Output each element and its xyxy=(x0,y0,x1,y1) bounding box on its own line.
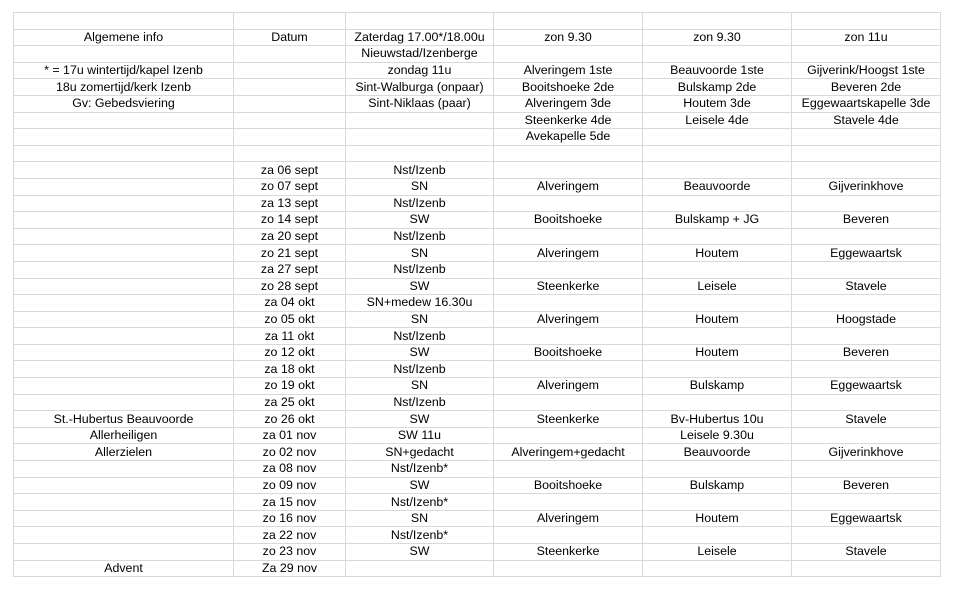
date-cell xyxy=(234,13,346,30)
saturday-cell: SN xyxy=(346,311,494,328)
sunday-930-b-cell xyxy=(643,129,792,146)
saturday-cell xyxy=(346,145,494,162)
saturday-cell: Nst/Izenb xyxy=(346,162,494,179)
date-cell: zo 02 nov xyxy=(234,444,346,461)
table-row xyxy=(14,295,941,312)
sunday-11-cell xyxy=(792,145,941,162)
info-cell xyxy=(14,527,234,544)
saturday-cell: Sint-Niklaas (paar) xyxy=(346,95,494,112)
sunday-11-cell xyxy=(792,261,941,278)
info-cell xyxy=(14,461,234,478)
sunday-930-b-cell: Houtem 3de xyxy=(643,95,792,112)
sunday-930-b-cell: Leisele 9.30u xyxy=(643,427,792,444)
table-row xyxy=(14,129,941,146)
sunday-11-cell: zon 11u xyxy=(792,29,941,46)
info-cell: Algemene info xyxy=(14,29,234,46)
date-cell: za 01 nov xyxy=(234,427,346,444)
table-row xyxy=(14,79,941,96)
sunday-930-a-cell: Avekapelle 5de xyxy=(494,129,643,146)
date-cell: zo 09 nov xyxy=(234,477,346,494)
info-cell: St.-Hubertus Beauvoorde xyxy=(14,411,234,428)
saturday-cell: Nst/Izenb xyxy=(346,228,494,245)
table-row xyxy=(14,212,941,229)
info-cell xyxy=(14,544,234,561)
table-row xyxy=(14,461,941,478)
date-cell: za 06 sept xyxy=(234,162,346,179)
date-cell xyxy=(234,62,346,79)
sunday-930-b-cell xyxy=(643,560,792,577)
sunday-930-b-cell: Leisele xyxy=(643,278,792,295)
date-cell: za 13 sept xyxy=(234,195,346,212)
table-row xyxy=(14,560,941,577)
sunday-11-cell xyxy=(792,328,941,345)
sunday-11-cell: Eggewaartsk xyxy=(792,510,941,527)
date-cell: za 04 okt xyxy=(234,295,346,312)
sunday-11-cell xyxy=(792,228,941,245)
date-cell: zo 23 nov xyxy=(234,544,346,561)
sunday-930-b-cell: Bulskamp 2de xyxy=(643,79,792,96)
date-cell: Za 29 nov xyxy=(234,560,346,577)
table-row xyxy=(14,378,941,395)
saturday-cell: SW 11u xyxy=(346,427,494,444)
sunday-930-a-cell: Alveringem xyxy=(494,178,643,195)
sunday-930-b-cell xyxy=(643,261,792,278)
saturday-cell: SW xyxy=(346,344,494,361)
table-row xyxy=(14,162,941,179)
info-cell xyxy=(14,212,234,229)
sunday-930-b-cell xyxy=(643,494,792,511)
date-cell: zo 16 nov xyxy=(234,510,346,527)
sunday-930-b-cell xyxy=(643,295,792,312)
sunday-930-a-cell: Booitshoeke xyxy=(494,344,643,361)
sunday-930-a-cell: zon 9.30 xyxy=(494,29,643,46)
date-cell: zo 05 okt xyxy=(234,311,346,328)
saturday-cell: SN+medew 16.30u xyxy=(346,295,494,312)
sunday-930-b-cell xyxy=(643,46,792,63)
date-cell: za 22 nov xyxy=(234,527,346,544)
sunday-930-b-cell xyxy=(643,13,792,30)
table-row xyxy=(14,29,941,46)
table-row xyxy=(14,178,941,195)
info-cell xyxy=(14,46,234,63)
schedule-body xyxy=(14,13,941,577)
date-cell: za 27 sept xyxy=(234,261,346,278)
info-cell xyxy=(14,13,234,30)
saturday-cell: SN xyxy=(346,178,494,195)
date-cell: za 20 sept xyxy=(234,228,346,245)
saturday-cell: Sint-Walburga (onpaar) xyxy=(346,79,494,96)
saturday-cell: SW xyxy=(346,212,494,229)
schedule-table xyxy=(13,12,941,577)
saturday-cell: SW xyxy=(346,411,494,428)
date-cell: zo 28 sept xyxy=(234,278,346,295)
sunday-930-a-cell xyxy=(494,13,643,30)
sunday-930-a-cell xyxy=(494,295,643,312)
saturday-cell: SN xyxy=(346,245,494,262)
saturday-cell: Nieuwstad/Izenberge xyxy=(346,46,494,63)
sunday-930-b-cell xyxy=(643,328,792,345)
info-cell xyxy=(14,112,234,129)
info-cell xyxy=(14,145,234,162)
info-cell xyxy=(14,494,234,511)
sunday-930-a-cell: Alveringem 1ste xyxy=(494,62,643,79)
sunday-11-cell: Stavele xyxy=(792,411,941,428)
date-cell xyxy=(234,145,346,162)
sunday-930-b-cell xyxy=(643,361,792,378)
table-row xyxy=(14,46,941,63)
table-row xyxy=(14,411,941,428)
sunday-930-a-cell xyxy=(494,162,643,179)
sunday-930-a-cell: Steenkerke xyxy=(494,411,643,428)
sunday-930-b-cell: Houtem xyxy=(643,311,792,328)
sunday-930-a-cell: Booitshoeke xyxy=(494,212,643,229)
saturday-cell xyxy=(346,112,494,129)
date-cell: zo 12 okt xyxy=(234,344,346,361)
sunday-930-a-cell: Steenkerke 4de xyxy=(494,112,643,129)
sunday-930-a-cell: Alveringem 3de xyxy=(494,95,643,112)
sunday-11-cell xyxy=(792,195,941,212)
sunday-11-cell xyxy=(792,527,941,544)
table-row xyxy=(14,195,941,212)
info-cell xyxy=(14,278,234,295)
sunday-930-a-cell: Booitshoeke xyxy=(494,477,643,494)
sunday-11-cell: Beveren xyxy=(792,344,941,361)
table-row xyxy=(14,427,941,444)
info-cell xyxy=(14,261,234,278)
info-cell xyxy=(14,477,234,494)
sunday-930-b-cell: Beauvoorde 1ste xyxy=(643,62,792,79)
date-cell: za 11 okt xyxy=(234,328,346,345)
table-row xyxy=(14,112,941,129)
sunday-11-cell: Gijverinkhove xyxy=(792,444,941,461)
sunday-11-cell: Gijverink/Hoogst 1ste xyxy=(792,62,941,79)
table-row xyxy=(14,145,941,162)
sunday-930-a-cell xyxy=(494,328,643,345)
sunday-11-cell xyxy=(792,129,941,146)
table-row xyxy=(14,444,941,461)
table-row xyxy=(14,95,941,112)
date-cell xyxy=(234,129,346,146)
date-cell: za 18 okt xyxy=(234,361,346,378)
sunday-930-b-cell: Houtem xyxy=(643,245,792,262)
date-cell: zo 07 sept xyxy=(234,178,346,195)
info-cell xyxy=(14,162,234,179)
saturday-cell: SW xyxy=(346,544,494,561)
sunday-930-a-cell xyxy=(494,361,643,378)
date-cell xyxy=(234,79,346,96)
info-cell xyxy=(14,311,234,328)
sunday-930-b-cell: Leisele xyxy=(643,544,792,561)
sunday-11-cell: Beveren xyxy=(792,212,941,229)
sunday-11-cell xyxy=(792,13,941,30)
sunday-930-a-cell: Booitshoeke 2de xyxy=(494,79,643,96)
sunday-11-cell: Beveren 2de xyxy=(792,79,941,96)
table-row xyxy=(14,544,941,561)
sunday-930-a-cell: Steenkerke xyxy=(494,278,643,295)
sunday-930-b-cell xyxy=(643,145,792,162)
sunday-930-b-cell xyxy=(643,394,792,411)
info-cell xyxy=(14,328,234,345)
saturday-cell: Nst/Izenb* xyxy=(346,527,494,544)
sunday-930-b-cell xyxy=(643,228,792,245)
saturday-cell xyxy=(346,13,494,30)
saturday-cell: zondag 11u xyxy=(346,62,494,79)
sunday-930-b-cell: Houtem xyxy=(643,510,792,527)
sunday-11-cell: Stavele xyxy=(792,544,941,561)
saturday-cell: SN xyxy=(346,510,494,527)
sunday-11-cell: Eggewaartsk xyxy=(792,378,941,395)
saturday-cell: Nst/Izenb xyxy=(346,261,494,278)
info-cell xyxy=(14,295,234,312)
sunday-930-b-cell xyxy=(643,461,792,478)
date-cell: zo 21 sept xyxy=(234,245,346,262)
table-row xyxy=(14,328,941,345)
table-row xyxy=(14,527,941,544)
date-cell: za 15 nov xyxy=(234,494,346,511)
date-cell xyxy=(234,46,346,63)
date-cell: za 08 nov xyxy=(234,461,346,478)
saturday-cell: Nst/Izenb xyxy=(346,328,494,345)
sunday-930-a-cell xyxy=(494,494,643,511)
sunday-930-b-cell: Bv-Hubertus 10u xyxy=(643,411,792,428)
sunday-11-cell: Beveren xyxy=(792,477,941,494)
info-cell: * = 17u wintertijd/kapel Izenb xyxy=(14,62,234,79)
sunday-930-a-cell: Alveringem xyxy=(494,378,643,395)
info-cell: Allerzielen xyxy=(14,444,234,461)
saturday-cell xyxy=(346,560,494,577)
sunday-930-a-cell: Alveringem xyxy=(494,510,643,527)
saturday-cell: SW xyxy=(346,477,494,494)
sunday-930-a-cell xyxy=(494,261,643,278)
date-cell xyxy=(234,95,346,112)
info-cell xyxy=(14,361,234,378)
sunday-930-b-cell: Bulskamp xyxy=(643,477,792,494)
table-row xyxy=(14,311,941,328)
info-cell: Gv: Gebedsviering xyxy=(14,95,234,112)
date-cell: zo 14 sept xyxy=(234,212,346,229)
info-cell xyxy=(14,195,234,212)
table-row xyxy=(14,13,941,30)
sunday-11-cell: Eggewaartsk xyxy=(792,245,941,262)
sunday-930-a-cell xyxy=(494,560,643,577)
info-cell: Allerheiligen xyxy=(14,427,234,444)
sunday-930-b-cell xyxy=(643,162,792,179)
sunday-930-a-cell xyxy=(494,145,643,162)
sunday-930-b-cell: Houtem xyxy=(643,344,792,361)
sunday-930-b-cell: Beauvoorde xyxy=(643,444,792,461)
sunday-11-cell: Gijverinkhove xyxy=(792,178,941,195)
sunday-930-a-cell: Steenkerke xyxy=(494,544,643,561)
date-cell: za 25 okt xyxy=(234,394,346,411)
sunday-930-b-cell: Bulskamp xyxy=(643,378,792,395)
info-cell xyxy=(14,129,234,146)
sunday-930-b-cell: Bulskamp + JG xyxy=(643,212,792,229)
saturday-cell: Nst/Izenb* xyxy=(346,461,494,478)
info-cell xyxy=(14,394,234,411)
table-row xyxy=(14,261,941,278)
saturday-cell: Zaterdag 17.00*/18.00u xyxy=(346,29,494,46)
sunday-11-cell xyxy=(792,560,941,577)
saturday-cell: Nst/Izenb xyxy=(346,195,494,212)
sunday-930-b-cell xyxy=(643,195,792,212)
saturday-cell: SN xyxy=(346,378,494,395)
date-cell: Datum xyxy=(234,29,346,46)
sunday-930-b-cell xyxy=(643,527,792,544)
saturday-cell: Nst/Izenb xyxy=(346,361,494,378)
info-cell xyxy=(14,510,234,527)
sunday-930-a-cell: Alveringem+gedacht xyxy=(494,444,643,461)
info-cell xyxy=(14,344,234,361)
table-row xyxy=(14,510,941,527)
sunday-930-a-cell: Alveringem xyxy=(494,245,643,262)
sunday-11-cell xyxy=(792,427,941,444)
info-cell xyxy=(14,378,234,395)
sunday-930-b-cell: Beauvoorde xyxy=(643,178,792,195)
table-row xyxy=(14,494,941,511)
table-row xyxy=(14,278,941,295)
table-row xyxy=(14,344,941,361)
sunday-930-b-cell: zon 9.30 xyxy=(643,29,792,46)
date-cell: zo 19 okt xyxy=(234,378,346,395)
saturday-cell: Nst/Izenb* xyxy=(346,494,494,511)
table-row xyxy=(14,394,941,411)
info-cell xyxy=(14,228,234,245)
info-cell: 18u zomertijd/kerk Izenb xyxy=(14,79,234,96)
sunday-11-cell: Hoogstade xyxy=(792,311,941,328)
date-cell: zo 26 okt xyxy=(234,411,346,428)
saturday-cell xyxy=(346,129,494,146)
sunday-930-a-cell xyxy=(494,461,643,478)
sunday-930-a-cell xyxy=(494,394,643,411)
saturday-cell: SW xyxy=(346,278,494,295)
sunday-930-a-cell xyxy=(494,46,643,63)
sunday-930-a-cell xyxy=(494,527,643,544)
info-cell xyxy=(14,245,234,262)
sunday-930-a-cell xyxy=(494,228,643,245)
sunday-930-a-cell xyxy=(494,195,643,212)
table-row xyxy=(14,62,941,79)
saturday-cell: SN+gedacht xyxy=(346,444,494,461)
sunday-11-cell: Stavele 4de xyxy=(792,112,941,129)
sunday-11-cell: Eggewaartskapelle 3de xyxy=(792,95,941,112)
date-cell xyxy=(234,112,346,129)
sunday-11-cell xyxy=(792,361,941,378)
sunday-930-a-cell: Alveringem xyxy=(494,311,643,328)
table-row xyxy=(14,361,941,378)
sunday-11-cell xyxy=(792,394,941,411)
table-row xyxy=(14,477,941,494)
sunday-11-cell xyxy=(792,46,941,63)
sunday-11-cell: Stavele xyxy=(792,278,941,295)
sunday-11-cell xyxy=(792,295,941,312)
table-row xyxy=(14,245,941,262)
sunday-930-a-cell xyxy=(494,427,643,444)
sunday-11-cell xyxy=(792,162,941,179)
info-cell xyxy=(14,178,234,195)
info-cell: Advent xyxy=(14,560,234,577)
table-row xyxy=(14,228,941,245)
sunday-11-cell xyxy=(792,494,941,511)
sunday-930-b-cell: Leisele 4de xyxy=(643,112,792,129)
sunday-11-cell xyxy=(792,461,941,478)
saturday-cell: Nst/Izenb xyxy=(346,394,494,411)
